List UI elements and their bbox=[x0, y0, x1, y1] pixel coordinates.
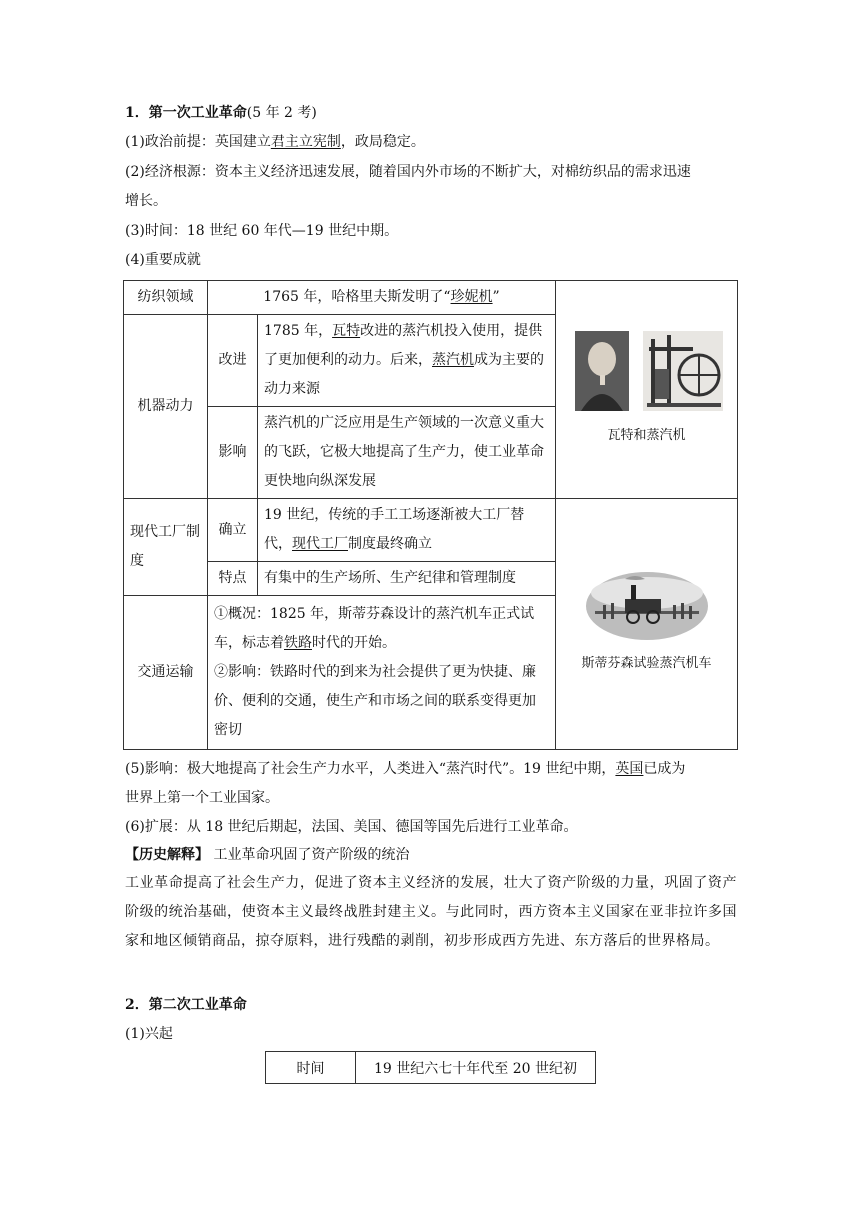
row-power-improve-label: 改进 bbox=[208, 315, 258, 407]
establish-b: 制度最终确立 bbox=[348, 536, 432, 552]
paragraph-economic-cont: 增长。 bbox=[125, 193, 167, 209]
textile-pre: 1765 年，哈格里夫斯发明了“ bbox=[263, 289, 451, 305]
section2-heading: 2．第二次工业革命 bbox=[125, 997, 247, 1013]
row-textile-label: 纺织领域 bbox=[124, 281, 208, 315]
p1-underline: 君主立宪制 bbox=[270, 134, 341, 150]
history-explanation-heading bbox=[125, 845, 409, 865]
section1-heading-note: (5 年 2 考) bbox=[246, 105, 317, 121]
history-explanation-title: 工业革命巩固了资产阶级的统治 bbox=[213, 847, 410, 863]
time-label: 时间 bbox=[266, 1052, 356, 1084]
steam-engine-underline: 蒸汽机 bbox=[432, 352, 474, 368]
table-row bbox=[124, 499, 738, 562]
transport-b: 时代的开始。 bbox=[312, 635, 396, 651]
establish-a: 19 世纪，传统的手工工场逐渐被大工厂替代， bbox=[264, 507, 525, 552]
locomotive-figure-cell bbox=[556, 499, 738, 750]
modern-factory-underline: 现代工厂 bbox=[292, 536, 348, 552]
watt-underline: 瓦特 bbox=[332, 323, 361, 339]
row-power-impact-label: 影响 bbox=[208, 407, 258, 499]
paragraph-achievements: (4)重要成就 bbox=[125, 252, 201, 268]
paragraph-expansion: (6)扩展：从 18 世纪后期起，法国、美国、德国等国先后进行工业革命。 bbox=[125, 819, 578, 835]
paragraph-economic: (2)经济根源：资本主义经济迅速发展，随着国内外市场的不断扩大，对棉纺织品的需求迅速 bbox=[125, 164, 691, 180]
locomotive-figure-caption: 斯蒂芬森试验蒸汽机车 bbox=[581, 655, 712, 671]
section2-rise: (1)兴起 bbox=[125, 1026, 173, 1042]
section1-heading bbox=[125, 103, 317, 123]
jenny-underline: 珍妮机 bbox=[450, 289, 493, 305]
achievements-table bbox=[123, 280, 738, 750]
locomotive-figure bbox=[562, 571, 731, 678]
history-explanation-label: 【历史解释】 bbox=[125, 847, 209, 863]
row-factory-feature-text: 有集中的生产场所、生产纪律和管理制度 bbox=[258, 562, 556, 596]
paragraph-time: (3)时间：18 世纪 60 年代—19 世纪中期。 bbox=[125, 223, 399, 239]
p1-pre: (1)政治前提：英国建立 bbox=[125, 134, 271, 150]
time-table bbox=[265, 1051, 596, 1084]
watt-figure-caption: 瓦特和蒸汽机 bbox=[607, 428, 686, 443]
row-factory-label: 现代工厂制度 bbox=[124, 499, 208, 596]
row-factory-establish-label: 确立 bbox=[208, 499, 258, 562]
britain-underline: 英国 bbox=[615, 761, 644, 777]
row-transport-text bbox=[208, 596, 556, 750]
improve-a: 1785 年， bbox=[264, 323, 333, 339]
paragraph-influence-cont: 世界上第一个工业国家。 bbox=[125, 790, 279, 806]
watt-figure-cell bbox=[556, 281, 738, 499]
railway-underline: 铁路 bbox=[284, 635, 312, 651]
p1-post: ，政局稳定。 bbox=[340, 134, 425, 150]
section1-heading-text: 1．第一次工业革命 bbox=[125, 105, 247, 121]
watt-figure bbox=[562, 329, 731, 450]
row-power-impact-text: 蒸汽机的广泛应用是生产领域的一次意义重大的飞跃，它极大地提高了生产力，使工业革命更快地向纵深发展 bbox=[258, 407, 556, 499]
paragraph-political bbox=[125, 132, 425, 152]
row-power-label: 机器动力 bbox=[124, 315, 208, 499]
time-value: 19 世纪六七十年代至 20 世纪初 bbox=[356, 1052, 596, 1084]
row-textile-text bbox=[208, 281, 556, 315]
transport-c: ②影响：铁路时代的到来为社会提供了更为快捷、廉价、便利的交通，使生产和市场之间的联系变得更加密切 bbox=[214, 664, 536, 738]
row-factory-feature-label: 特点 bbox=[208, 562, 258, 596]
table-row bbox=[266, 1052, 596, 1084]
p5-pre: (5)影响：极大地提高了社会生产力水平，人类进入“蒸汽时代”。19 世纪中期， bbox=[125, 761, 616, 777]
row-power-improve-text bbox=[258, 315, 556, 407]
textile-post: ” bbox=[492, 289, 500, 305]
transport-a: ①概况：1825 年，斯蒂芬森设计的蒸汽机车正式试车，标志着 bbox=[214, 606, 535, 651]
row-factory-establish-text bbox=[258, 499, 556, 562]
history-explanation-body: 工业革命提高了社会生产力，促进了资本主义经济的发展，壮大了资产阶级的力量，巩固了资产阶级的统治基础，使资本主义最终战胜封建主义。与此同时，西方资本主义国家在亚非拉许多国家和地区倾销商品，掠夺原料，进行残酷的剥削，初步形成西方先进、东方落后的世界格局。 bbox=[125, 875, 737, 949]
row-transport-label: 交通运输 bbox=[124, 596, 208, 750]
improve-c: 成为主要的动力来源 bbox=[264, 352, 544, 397]
paragraph-influence bbox=[125, 759, 685, 779]
locomotive-image bbox=[585, 571, 709, 641]
table-row bbox=[124, 281, 738, 315]
watt-steam-engine-image bbox=[567, 329, 727, 413]
p5-post: 已成为 bbox=[643, 761, 686, 777]
improve-b: 改进的蒸汽机投入使用，提供了更加便利的动力。后来， bbox=[264, 323, 543, 368]
